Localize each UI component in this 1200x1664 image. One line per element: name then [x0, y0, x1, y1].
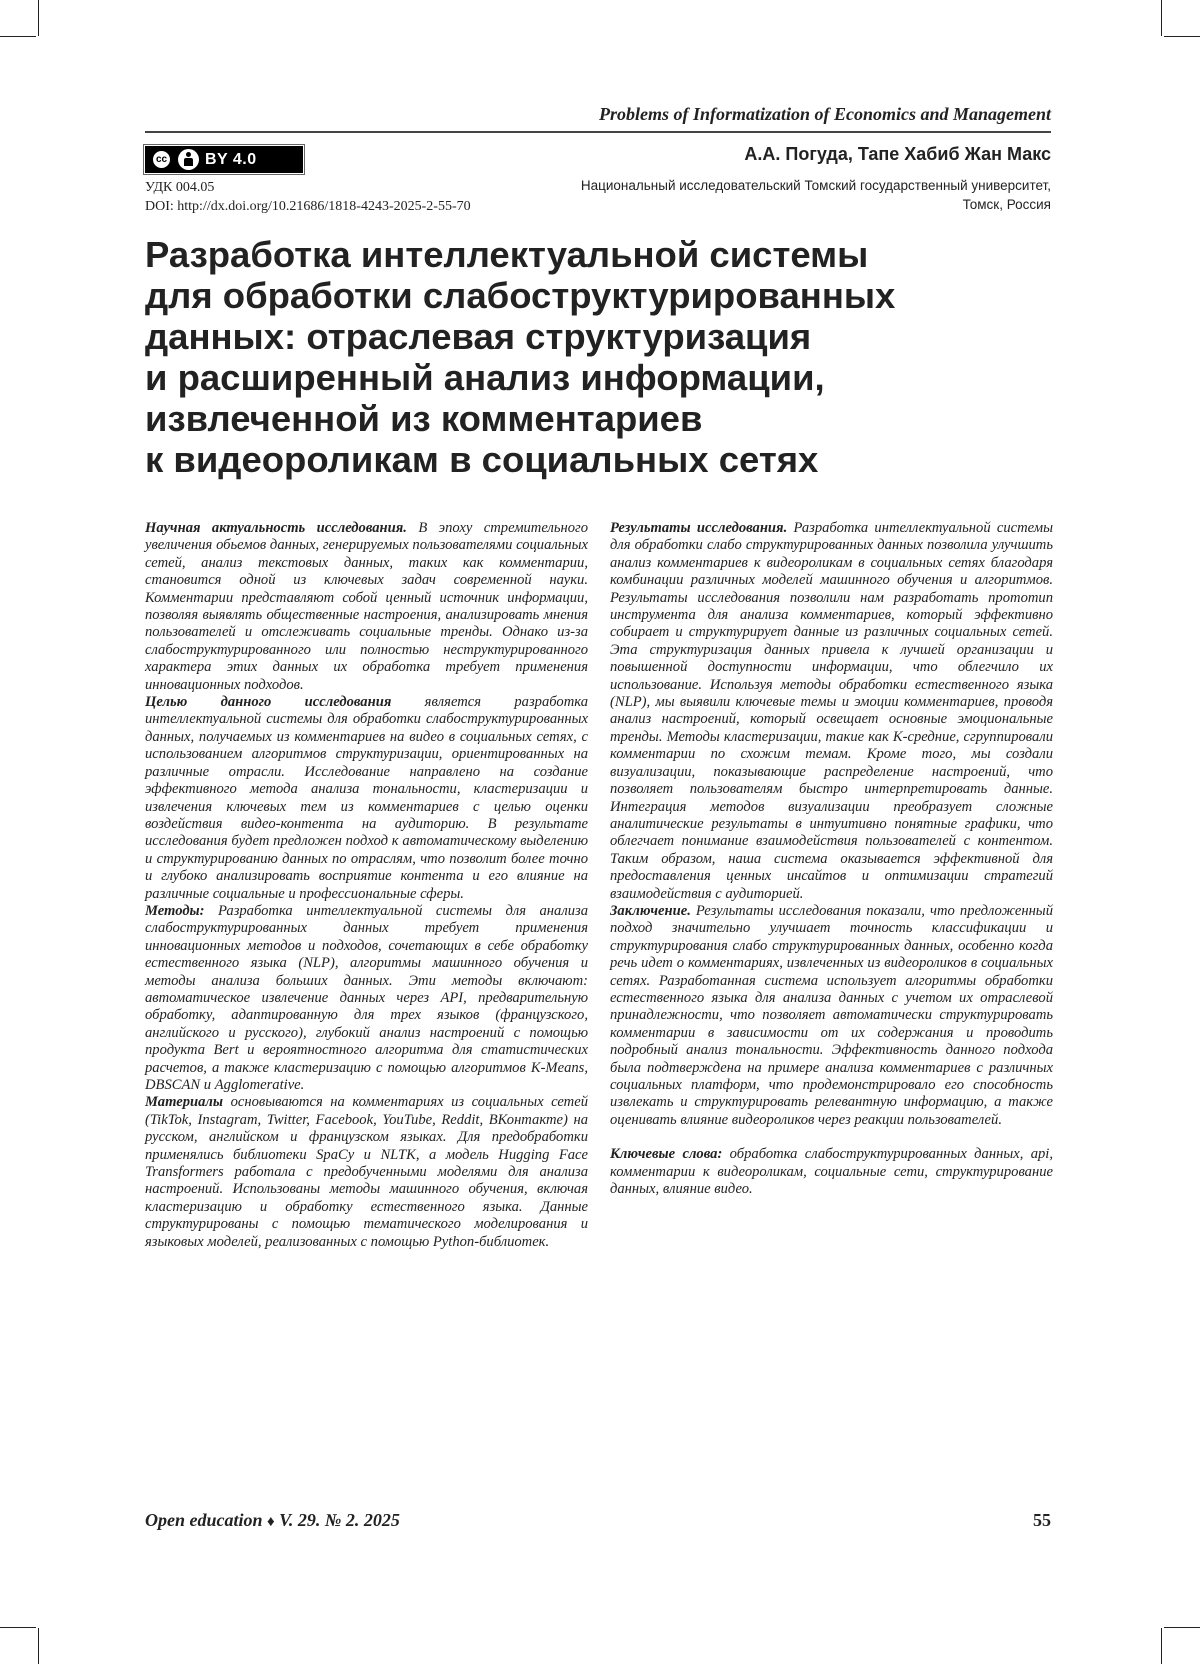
abstract-column-left	[145, 520, 588, 1251]
conclusion-label: Заключение.	[610, 902, 691, 919]
title-line: к видеороликам в социальных сетях	[145, 439, 819, 480]
title-line: данных: отраслевая структуризация	[145, 316, 812, 357]
crop-mark	[1164, 36, 1200, 37]
spacer	[610, 1129, 1053, 1146]
header-rule	[145, 131, 1051, 133]
keywords-paragraph	[610, 1146, 1053, 1198]
journal-header: Problems of Informatization of Economics and Management	[598, 104, 1051, 124]
crop-mark	[1164, 1627, 1200, 1628]
methods-text: Разработка интеллектуальной системы для анализа слабоструктурированных данных требует применения инновационных методов и подходов, сочетающих в себе обработку естественного языка (NLP), алгоритмы машинного обучения и методы анализа больших данных. Эти методы включают: автоматическое извлечение данных через API, предварительную обработку, адаптированную для трех языков (французского, английского и русского), глубокий анализ настроений с помощью продукта Bert и вероятностного алгоритма для статистических расчетов, а также кластеризацию с помощью алгоритмов K-Means, DBSCAN и Agglomerative.	[145, 902, 588, 1093]
doi-link[interactable]: DOI: http://dx.doi.org/10.21686/1818-4243-2025-2-55-70	[145, 199, 471, 214]
goal-paragraph	[145, 694, 588, 903]
conclusion-text: Результаты исследования показали, что предложенный подход значительно улучшает точность классификации и структурирования слабо структурированных данных, особенно когда речь идет о комментариях, извлеченных из видеороликов в социальных сетях. Разработанная система использует алгоритмы обработки естественного языка для анализа данных с учетом их отраслевой принадлежности, что позволяет автоматически структурировать комментарии в зависимости от их содержания и проводить подробный анализ тональности. Эффективность данного подхода была подтверждена на примере анализа комментариев с различных социальных платформ, что продемонстрировало его способность извлекать и структурировать релевантную информацию, а также оценивать влияние видеороликов через реакции пользователей.	[610, 902, 1053, 1128]
results-paragraph	[610, 520, 1053, 903]
crop-mark	[38, 0, 39, 36]
relevance-label: Научная актуальность исследования.	[145, 520, 407, 536]
affiliation-line: Томск, Россия	[962, 197, 1051, 212]
crop-mark	[0, 36, 36, 37]
title-line: Разработка интеллектуальной системы	[145, 234, 869, 275]
journal-footer	[145, 1510, 400, 1531]
materials-text: основываются на комментариях из социальных сетей (TikTok, Instagram, Twitter, Facebook, YouTube, Reddit, ВКонтакте) на русском, английском и французском языках. Для предобработки применялись библиотеки SpaCy и NLTK, а модель Hugging Face Transformers работала с предобученными моделями для анализа настроений. Использованы методы машинного обучения, включая кластеризацию и обработку естественного языка. Данные структурированы с помощью тематического моделирования и языковых моделей, реализованных с помощью Python-библиотек.	[145, 1094, 588, 1250]
results-text: Разработка интеллектуальной системы для обработки слабо структурированных данных позволила улучшить анализ комментариев к видеороликам в социальных сетях благодаря комбинации различных моделей машинного обучения и алгоритмов. Результаты исследования позволили нам разработать прототип инструмента для анализа комментариев, который эффективно собирает и структурирует данные из различных социальных сетей. Эта структуризация данных привела к лучшей организации и повышенной доступности информации, что облегчило их использование. Используя методы обработки естественного языка (NLP), мы выявили ключевые темы и эмоции комментариев, проводя анализ настроений, который освещает основные эмоциональные тренды. Методы кластеризации, такие как K-средние, сгруппировали комментарии по схожим темам. Кроме того, мы создали визуализации, показывающие распределение настроений, что позволяет пользователям быстро интерпретировать данные. Интеграция методов визуализации преобразует сложные аналитические результаты в интуитивно понятные графики, что облегчает понимание взаимодействия пользователей с контентом. Таким образом, наша система оказывается эффективной для предоставления ценных инсайтов и оптимизации стратегий взаимодействия с аудиторией.	[610, 520, 1053, 902]
materials-paragraph	[145, 1094, 588, 1251]
crop-mark	[0, 1627, 36, 1628]
methods-paragraph	[145, 903, 588, 1094]
methods-label: Методы:	[145, 902, 205, 919]
goal-label: Целью данного исследования	[145, 694, 392, 711]
cc-license-badge[interactable]	[145, 146, 303, 173]
keywords-label: Ключевые слова:	[610, 1146, 723, 1163]
crop-mark	[1161, 0, 1162, 36]
crop-mark	[1161, 1628, 1162, 1664]
title-line: извлеченной из комментариев	[145, 398, 703, 439]
license-text: BY 4.0	[205, 151, 257, 168]
person-icon	[178, 149, 199, 170]
conclusion-paragraph	[610, 903, 1053, 1129]
affiliation	[491, 176, 1051, 214]
diamond-icon: ♦	[267, 1514, 275, 1530]
relevance-paragraph	[145, 520, 588, 694]
article-title	[145, 234, 1045, 480]
affiliation-line: Национальный исследовательский Томский государственный университет,	[580, 178, 1051, 193]
relevance-text: В эпоху стремительного увеличения обьемов данных, генерируемых пользователями социальных сетей, анализ текстовых данных, таких как комментарии, становится одной из ключевых задач современной науки. Комментарии представляют собой ценный источник информации, позволяя выявлять общественные настроения, анализировать мнения пользователей и отслеживать социальные тренды. Однако из-за слабоструктурированного или полностью неструктурированного характера этих данных их обработка требует применения инновационных подходов.	[145, 520, 588, 693]
materials-label: Материалы	[145, 1094, 224, 1111]
abstract-column-right	[610, 520, 1053, 1198]
title-line: для обработки слабоструктурированных	[145, 275, 896, 316]
crop-mark	[38, 1628, 39, 1664]
footer-issue: V. 29. № 2. 2025	[279, 1510, 400, 1530]
results-label: Результаты исследования.	[610, 520, 788, 536]
goal-text: является разработка интеллектуальной системы для обработки слабоструктурированных данных, получаемых из комментариев на видео в социальных сетях, с использованием алгоритмов структуризации, ориентированных на различные отрасли. Исследование направлено на создание эффективного метода анализа тональности, кластеризации и извлечения ключевых тем из комментариев с целью оценки воздействия видео-контента на аудиторию. В результате исследования будет предложен подход к автоматическому выделению и структурированию данных по отраслям, что позволит более точно и глубоко анализировать восприятие контента и его влияние на различные социальные и профессиональные сферы.	[145, 694, 588, 902]
page-number: 55	[1033, 1510, 1051, 1530]
title-line: и расширенный анализ информации,	[145, 357, 825, 398]
cc-icon: cc	[151, 149, 172, 170]
udk-code: УДК 004.05	[145, 180, 215, 195]
keywords-text: обработка слабоструктурированных данных, api, комментарии к видеороликам, социальные сети, структурирование данных, влияние видео.	[610, 1146, 1053, 1198]
authors: А.А. Погуда, Тапе Хабиб Жан Макс	[744, 144, 1051, 164]
footer-journal-name: Open education	[145, 1510, 263, 1530]
